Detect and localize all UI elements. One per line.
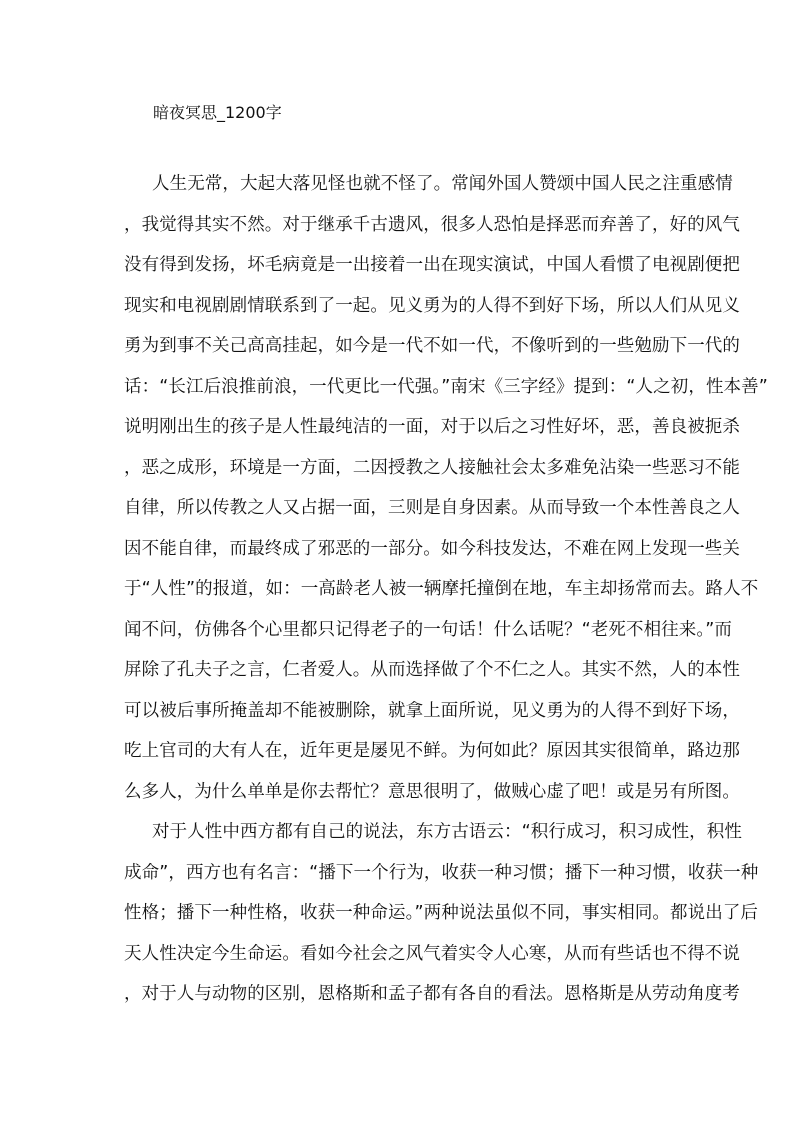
text-line: 没有得到发扬，坏毛病竟是一出接着一出在现实演试，中国人看惯了电视剧便把 (124, 255, 740, 275)
text-line: 人生无常，大起大落见怪也就不怪了。常闻外国人赞颂中国人民之注重感情 (152, 174, 733, 194)
text-line: ，对于人与动物的区别，恩格斯和孟子都有各自的看法。恩格斯是从劳动角度考 (124, 984, 740, 1004)
text-line: 现实和电视剧剧情联系到了一起。见义勇为的人得不到好下场，所以人们从见义 (124, 295, 740, 316)
text-line: 自律，所以传教之人又占据一面，三则是自身因素。从而导致一个本性善良之人 (124, 498, 740, 518)
text-line: ，恶之成形，环境是一方面，二因授教之人接触社会太多难免沾染一些恶习不能 (124, 457, 740, 478)
text-line: 么多人，为什么单单是你去帮忙？意思很明了，做贼心虚了吧！或是另有所图。 (124, 781, 740, 802)
text-line: 对于人性中西方都有自己的说法，东方古语云：“积行成习，积习成性，积性 (152, 822, 742, 842)
text-line: 屏除了孔夫子之言，仁者爱人。从而选择做了个不仁之人。其实不然，人的本性 (124, 660, 740, 680)
text-line: 成命”，西方也有名言：“播下一个行为，收获一种习惯；播下一种习惯，收获一种 (124, 862, 759, 883)
document-body (124, 164, 768, 1015)
text-line: 吃上官司的大有人在，近年更是屡见不鲜。为何如此？原因其实很简单，路边那 (124, 741, 740, 761)
text-line: 闻不问，仿佛各个心里都只记得老子的一句话！什么话呢？“老死不相往来。”而 (124, 619, 732, 640)
document-title: 暗夜冥思_1200字 (153, 103, 282, 122)
text-line: 说明刚出生的孩子是人性最纯洁的一面，对于以后之习性好坏，恶，善良被扼杀 (124, 417, 740, 437)
text-line: 勇为到事不关己高高挂起，如今是一代不如一代，不像听到的一些勉励下一代的 (124, 336, 740, 356)
text-line: 可以被后事所掩盖却不能被删除，就拿上面所说，见义勇为的人得不到好下场， (124, 700, 740, 721)
text-line: 天人性决定今生命运。看如今社会之风气着实令人心寒，从而有些话也不得不说 (124, 943, 740, 964)
text-line: 话：“长江后浪推前浪，一代更比一代强。”南宋《三字经》提到：“人之初，性本善” (124, 376, 768, 397)
text-line: 性格；播下一种性格，收获一种命运。”两种说法虽似不同，事实相同。都说出了后 (124, 903, 759, 923)
text-line: 于“人性”的报道，如：一高龄老人被一辆摩托撞倒在地，车主却扬常而去。路人不 (124, 579, 759, 599)
text-line: ，我觉得其实不然。对于继承千古遗风，很多人恐怕是择恶而弃善了，好的风气 (124, 214, 740, 235)
text-line: 因不能自律，而最终成了邪恶的一部分。如今科技发达，不难在网上发现一些关 (124, 538, 740, 559)
